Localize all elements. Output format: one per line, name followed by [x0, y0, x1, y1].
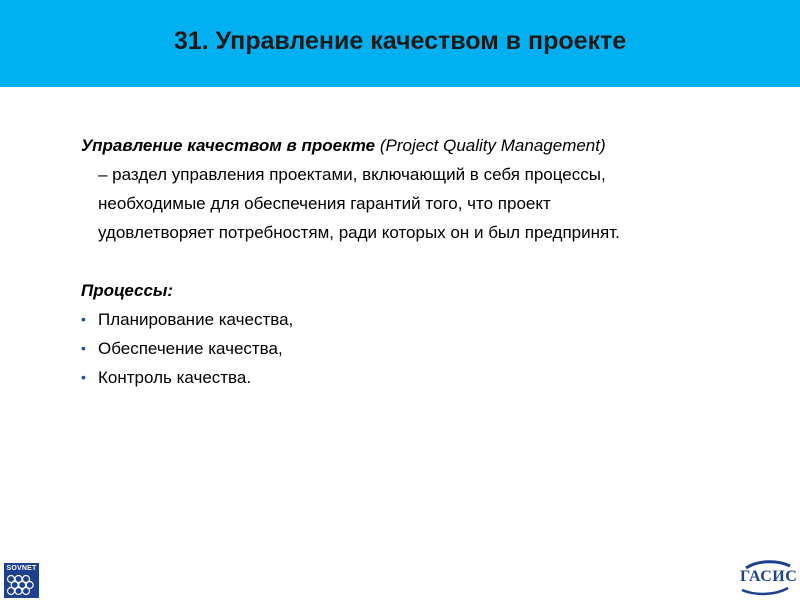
gasis-logo — [736, 560, 798, 596]
sovnet-logo-text: SOVNET — [6, 565, 37, 572]
bullet-icon: • — [81, 340, 86, 356]
sovnet-logo — [4, 563, 39, 598]
definition-line-3: необходимые для обеспечения гарантий того, что проект — [98, 194, 551, 213]
sovnet-rings-icon — [6, 574, 37, 596]
definition-term-english: (Project Quality Management) — [379, 136, 606, 155]
process-item-label: Обеспечение качества, — [98, 339, 283, 358]
process-item-label: Контроль качества. — [98, 368, 252, 387]
processes-heading: Процессы: — [81, 281, 174, 300]
definition-line-4: удовлетворяет потребностям, ради которых он и был предпринят. — [98, 223, 620, 242]
definition-line-2: – раздел управления проектами, включающий в себя процессы, — [98, 165, 606, 184]
bullet-icon: • — [81, 369, 86, 385]
bullet-icon: • — [81, 311, 86, 327]
process-list — [81, 305, 761, 392]
slide-title: 31. Управление качеством в проекте — [173, 27, 627, 55]
process-item — [81, 305, 761, 334]
slide-content — [81, 131, 761, 392]
definition-term: Управление качеством в проекте — [81, 136, 376, 155]
definition-first-line — [81, 131, 761, 160]
process-item-label: Планирование качества, — [98, 310, 294, 329]
process-item — [81, 363, 761, 392]
gasis-logo-text: ГАСИС — [740, 568, 798, 585]
process-item — [81, 334, 761, 363]
slide-header — [0, 0, 800, 87]
